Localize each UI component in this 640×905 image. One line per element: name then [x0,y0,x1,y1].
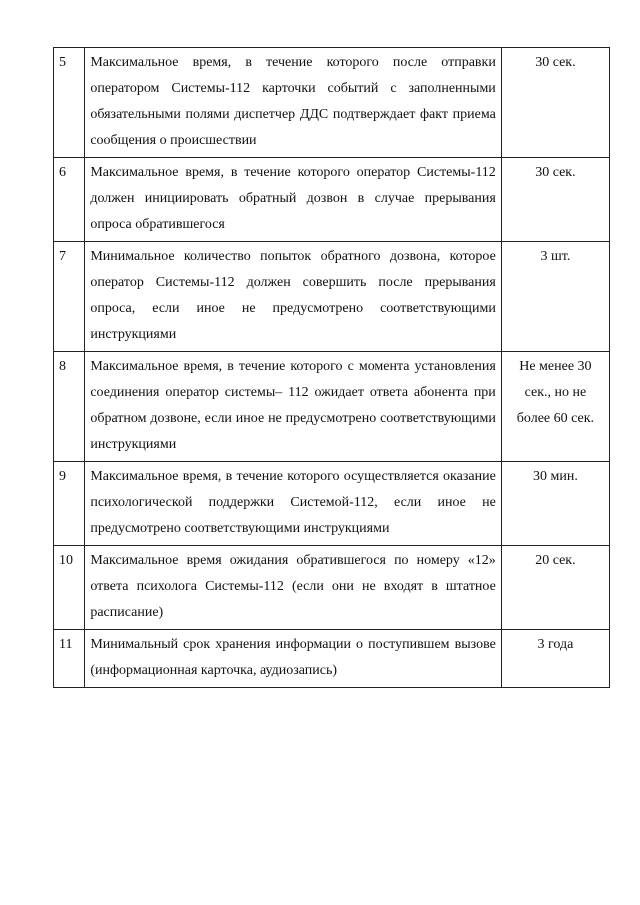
row-number: 10 [54,546,85,630]
row-number: 7 [54,242,85,352]
row-description: Максимальное время ожидания обратившегося по номеру «12» ответа психолога Системы-112 (если они не входят в штатное расписание) [85,546,501,630]
row-description: Максимальное время, в течение которого осуществляется оказание психологической поддержки Системой-112, если иное не предусмотрено соответствующими инструкциями [85,462,501,546]
row-description: Минимальный срок хранения информации о поступившем вызове (информационная карточка, аудиозапись) [85,630,501,688]
table-row [54,546,610,630]
table-row [54,462,610,546]
row-number: 9 [54,462,85,546]
row-value: 30 мин. [501,462,609,546]
row-value: 3 года [501,630,609,688]
table-row [54,352,610,462]
table-row [54,630,610,688]
row-value: 30 сек. [501,48,609,158]
row-value: 3 шт. [501,242,609,352]
row-number: 6 [54,158,85,242]
row-value: Не менее 30 сек., но не более 60 сек. [501,352,609,462]
table-row [54,242,610,352]
row-description: Максимальное время, в течение которого с момента установления соединения оператор системы– 112 ожидает ответа абонента при обратном дозвоне, если иное не предусмотрено соответствующими инструкциями [85,352,501,462]
row-value: 30 сек. [501,158,609,242]
table-row [54,158,610,242]
row-description: Максимальное время, в течение которого оператор Системы-112 должен инициировать обратный дозвон в случае прерывания опроса обратившегося [85,158,501,242]
requirements-table [53,47,610,688]
row-value: 20 сек. [501,546,609,630]
row-number: 8 [54,352,85,462]
row-description: Максимальное время, в течение которого после отправки оператором Системы-112 карточки событий с заполненными обязательными полями диспетчер ДДС подтверждает факт приема сообщения о происшествии [85,48,501,158]
row-number: 11 [54,630,85,688]
row-number: 5 [54,48,85,158]
row-description: Минимальное количество попыток обратного дозвона, которое оператор Системы-112 должен совершить после прерывания опроса, если иное не предусмотрено соответствующими инструкциями [85,242,501,352]
table-row [54,48,610,158]
